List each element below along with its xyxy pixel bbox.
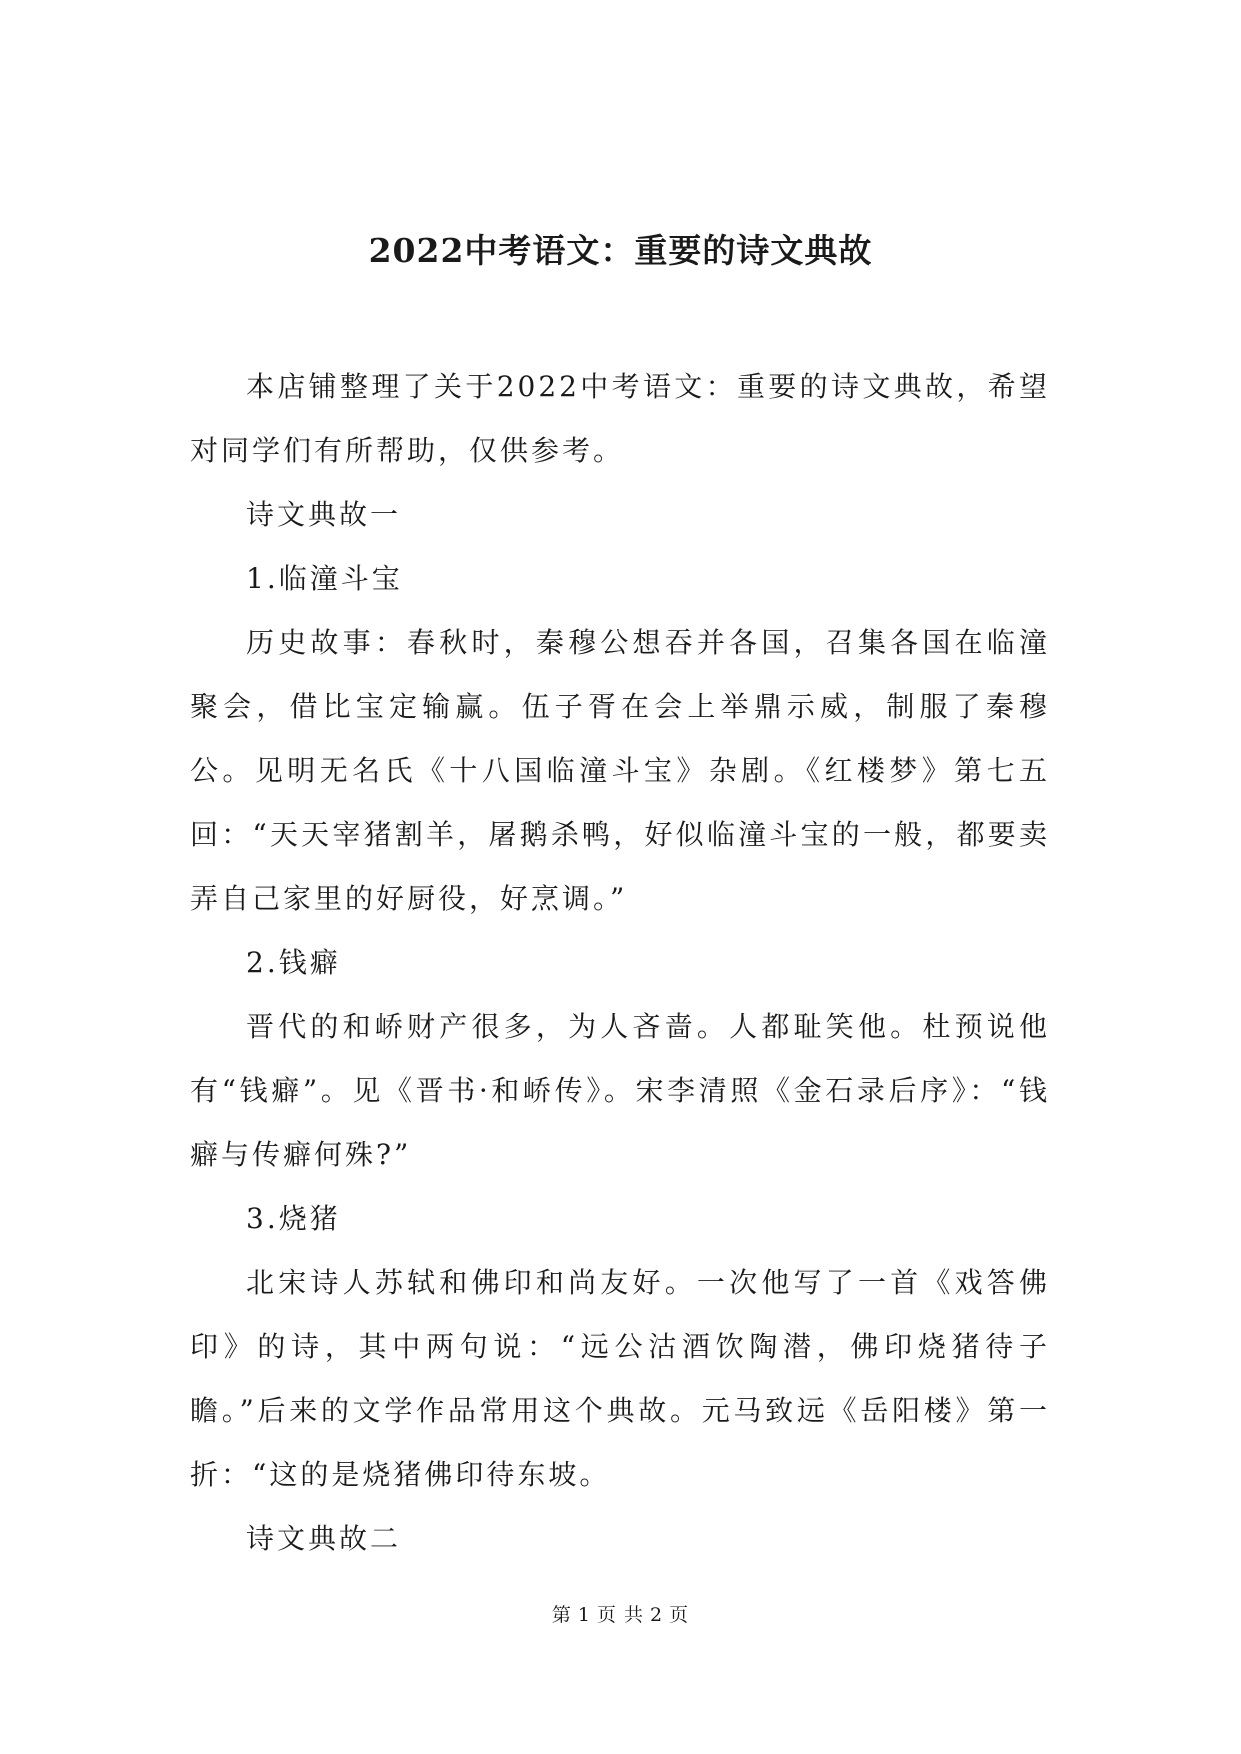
item-paragraph-1: 历史故事：春秋时，秦穆公想吞并各国，召集各国在临潼聚会，借比宝定输赢。伍子胥在会上举鼎示威，制服了秦穆公。见明无名氏《十八国临潼斗宝》杂剧。《红楼梦》第七五回：“天天宰猪割羊，屠鹅杀鸭，好似临潼斗宝的一般，都要卖弄自己家里的好厨役，好烹调。” [190,626,1050,915]
item-heading-1: 1.临潼斗宝 [246,562,403,595]
document-body [190,355,1050,1571]
item-heading-2: 2.钱癖 [246,946,341,979]
item-paragraph-3: 北宋诗人苏轼和佛印和尚友好。一次他写了一首《戏答佛印》的诗，其中两句说：“远公沽酒饮陶潜，佛印烧猪待子瞻。”后来的文学作品常用这个典故。元马致远《岳阳楼》第一折：“这的是烧猪佛印待东坡。 [190,1266,1050,1491]
document-title: 2022中考语文：重要的诗文典故 [368,231,873,270]
section-heading-1: 诗文典故一 [246,498,402,531]
footer-current-page: 1 [577,1604,591,1626]
intro-paragraph: 本店铺整理了关于2022中考语文：重要的诗文典故，希望对同学们有所帮助，仅供参考。 [190,370,1050,467]
footer-total-pages: 2 [650,1604,664,1626]
footer-prefix: 第 [551,1604,572,1626]
item-paragraph-2: 晋代的和峤财产很多，为人吝啬。人都耻笑他。杜预说他有“钱癖”。见《晋书·和峤传》。宋李清照《金石录后序》：“钱癖与传癖何殊?” [190,1010,1050,1171]
footer-middle: 页 共 [596,1604,645,1626]
section-heading-2: 诗文典故二 [246,1522,402,1555]
page-footer [0,1600,1241,1627]
item-heading-3: 3.烧猪 [246,1202,341,1235]
footer-suffix: 页 [669,1604,690,1626]
